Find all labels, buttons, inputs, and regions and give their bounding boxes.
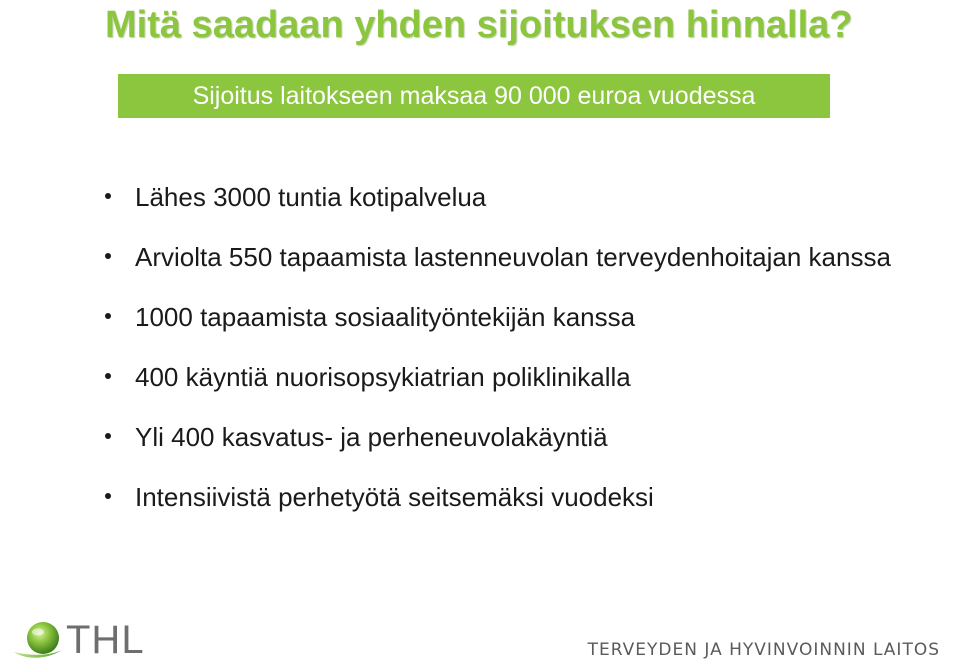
list-item	[100, 416, 891, 476]
bullet-icon	[105, 493, 111, 499]
bullet-icon	[105, 373, 111, 379]
bullet-list	[100, 176, 891, 536]
subtitle-banner	[118, 74, 830, 118]
list-item	[100, 356, 891, 416]
subtitle-text: Sijoitus laitokseen maksaa 90 000 euroa vuodessa	[192, 81, 756, 110]
list-item-text: Yli 400 kasvatus- ja perheneuvolakäyntiä	[135, 422, 608, 452]
list-item-text: 400 käyntiä nuorisopsykiatrian poliklinikalla	[135, 362, 631, 392]
list-item-text: Intensiivistä perhetyötä seitsemäksi vuodeksi	[135, 482, 654, 512]
list-item-text: Arviolta 550 tapaamista lastenneuvolan terveydenhoitajan kanssa	[135, 242, 891, 272]
bullet-icon	[105, 433, 111, 439]
organization-name: TERVEYDEN JA HYVINVOINNIN LAITOS	[587, 640, 940, 660]
bullet-icon	[105, 313, 111, 319]
list-item-text: Lähes 3000 tuntia kotipalvelua	[135, 182, 487, 212]
thl-logo	[12, 614, 145, 666]
list-item	[100, 176, 891, 236]
list-item	[100, 236, 891, 296]
logo-text: THL	[66, 617, 145, 662]
list-item	[100, 296, 891, 356]
bullet-icon	[105, 253, 111, 259]
list-item-text: 1000 tapaamista sosiaalityöntekijän kanssa	[135, 302, 636, 332]
slide-title: Mitä saadaan yhden sijoituksen hinnalla?	[105, 4, 853, 46]
list-item	[100, 476, 891, 536]
bullet-icon	[105, 193, 111, 199]
globe-icon	[12, 616, 66, 664]
